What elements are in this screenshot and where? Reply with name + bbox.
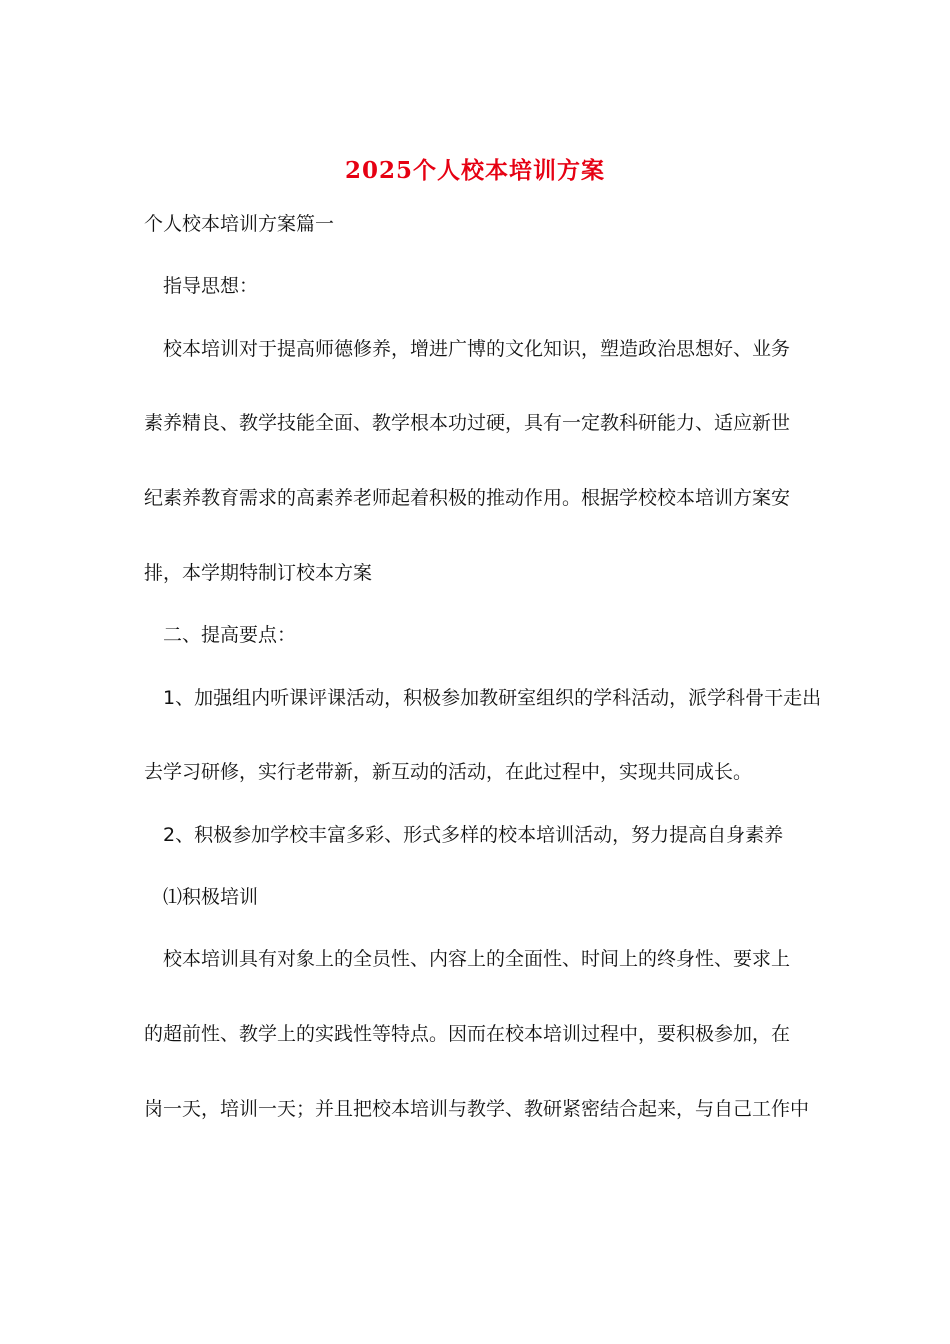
list-item-2: 2、积极参加学校丰富多彩、形式多样的校本培训活动，努力提高自身素养 <box>163 824 784 846</box>
paragraph-line: 校本培训具有对象上的全员性、内容上的全面性、时间上的终身性、要求上 <box>163 948 791 970</box>
paragraph-line: 排，本学期特制订校本方案 <box>144 562 373 584</box>
sub-item-active-training: ⑴积极培训 <box>163 886 259 908</box>
list-item-1: 1、加强组内听课评课活动，积极参加教研室组织的学科活动，派学科骨干走出 <box>163 687 822 709</box>
subheading-key-points: 二、提高要点： <box>163 624 297 646</box>
paragraph-line: 纪素养教育需求的高素养老师起着积极的推动作用。根据学校校本培训方案安 <box>144 487 791 509</box>
paragraph-line: 岗一天，培训一天；并且把校本培训与教学、教研紧密结合起来，与自己工作中 <box>144 1098 810 1120</box>
paragraph-line: 的超前性、教学上的实践性等特点。因而在校本培训过程中，要积极参加，在 <box>144 1023 791 1045</box>
subheading-guiding-thought: 指导思想： <box>163 275 259 297</box>
section-heading: 个人校本培训方案篇一 <box>144 213 335 235</box>
paragraph-line: 素养精良、教学技能全面、教学根本功过硬，具有一定教科研能力、适应新世 <box>144 412 791 434</box>
paragraph-line: 校本培训对于提高师德修养，增进广博的文化知识，塑造政治思想好、业务 <box>163 338 791 360</box>
paragraph-line: 去学习研修，实行老带新，新互动的活动，在此过程中，实现共同成长。 <box>144 761 753 783</box>
document-title: 2025个人校本培训方案 <box>344 157 605 184</box>
